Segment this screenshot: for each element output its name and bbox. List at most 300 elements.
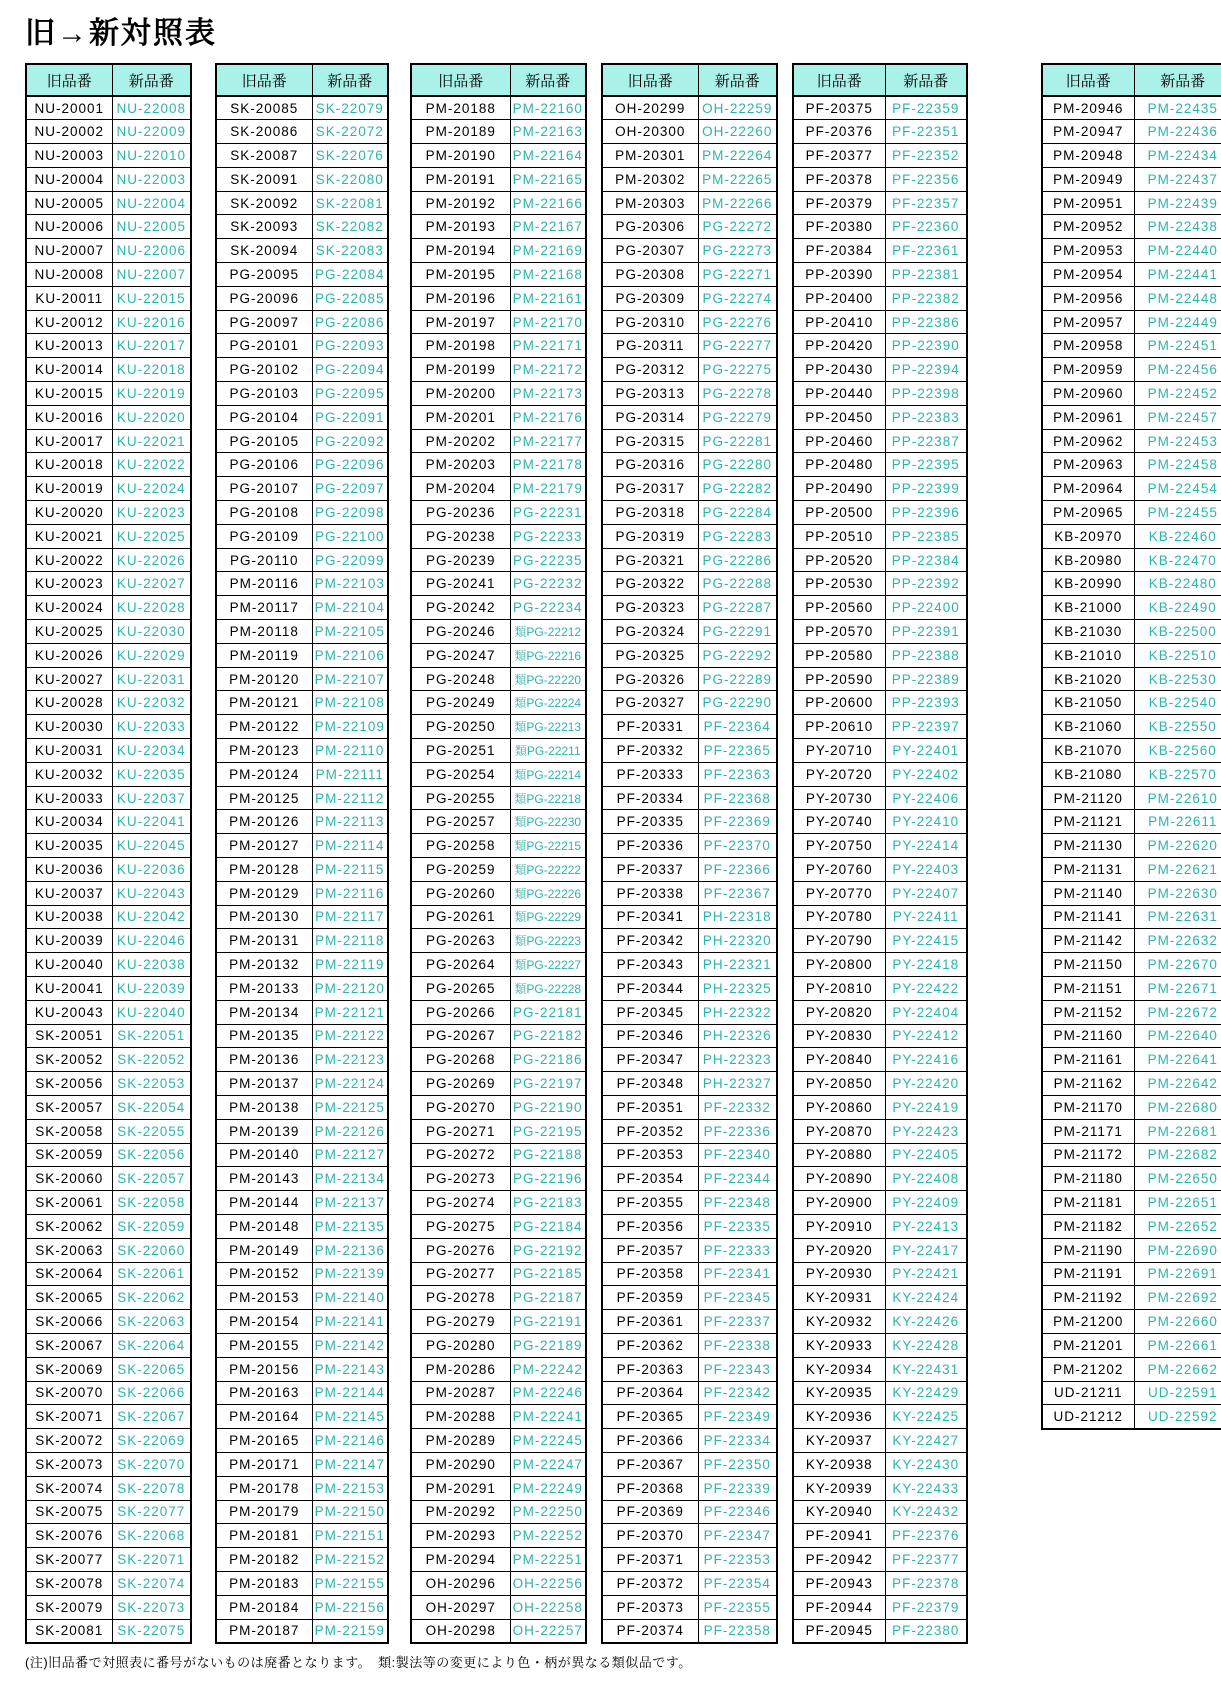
old-part-number-cell: PG-20254 — [411, 762, 510, 786]
new-part-number-cell: KU-22041 — [112, 810, 191, 834]
new-part-number-cell: SK-22067 — [112, 1405, 191, 1429]
new-part-number-cell: PM-22252 — [510, 1524, 586, 1548]
new-part-number-cell: PM-22120 — [312, 976, 388, 1000]
old-part-number-cell: KU-20011 — [26, 286, 112, 310]
new-part-number-cell: SK-22078 — [112, 1476, 191, 1500]
table-row — [411, 215, 586, 239]
table-row — [1042, 501, 1221, 525]
table-row — [216, 453, 388, 477]
old-part-number-cell: KU-20024 — [26, 596, 112, 620]
old-part-number-cell: KU-20015 — [26, 382, 112, 406]
table-row — [1042, 1286, 1221, 1310]
new-part-number-cell: PM-22112 — [312, 786, 388, 810]
new-part-number-cell: KU-22043 — [112, 881, 191, 905]
table-row — [411, 1143, 586, 1167]
new-part-number-cell: PG-22099 — [312, 548, 388, 572]
table-row — [411, 715, 586, 739]
new-part-number-cell: PF-22338 — [698, 1333, 777, 1357]
old-part-number-cell: PF-20346 — [602, 1024, 698, 1048]
old-part-number-cell: PG-20250 — [411, 715, 510, 739]
new-part-number-cell: PP-22393 — [885, 691, 967, 715]
table-row — [793, 762, 967, 786]
old-part-number-cell: PG-20322 — [602, 572, 698, 596]
old-part-number-cell: PM-20138 — [216, 1095, 312, 1119]
old-part-number-cell: PG-20327 — [602, 691, 698, 715]
new-part-number-cell: PY-22410 — [885, 810, 967, 834]
new-part-number-cell: SK-22052 — [112, 1048, 191, 1072]
old-part-number-cell: PP-20600 — [793, 691, 885, 715]
table-row — [1042, 477, 1221, 501]
new-part-number-cell: PM-22140 — [312, 1286, 388, 1310]
new-part-number-cell: PM-22456 — [1134, 358, 1221, 382]
new-part-number-cell: PM-22109 — [312, 715, 388, 739]
new-part-number-cell: PG-22197 — [510, 1072, 586, 1096]
old-part-number-cell: KB-21080 — [1042, 762, 1134, 786]
old-part-number-cell: SK-20072 — [26, 1429, 112, 1453]
old-part-number-cell: SK-20060 — [26, 1167, 112, 1191]
old-part-number-cell: PF-20364 — [602, 1381, 698, 1405]
table-row — [793, 572, 967, 596]
old-part-number-cell: PM-20183 — [216, 1571, 312, 1595]
new-part-number-cell: PM-22117 — [312, 905, 388, 929]
new-part-number-cell: PP-22395 — [885, 453, 967, 477]
table-row — [411, 810, 586, 834]
new-part-number-cell: PP-22384 — [885, 548, 967, 572]
old-part-number-cell: PF-20341 — [602, 905, 698, 929]
new-part-number-cell: PM-22241 — [510, 1405, 586, 1429]
table-row — [216, 1286, 388, 1310]
new-part-number-cell: PM-22178 — [510, 453, 586, 477]
old-part-number-cell: PF-20376 — [793, 120, 885, 144]
table-row — [216, 1095, 388, 1119]
table-row — [793, 524, 967, 548]
new-part-number-cell: PF-22335 — [698, 1214, 777, 1238]
old-part-number-cell: PF-20357 — [602, 1238, 698, 1262]
new-part-number-cell: SK-22060 — [112, 1238, 191, 1262]
old-part-number-cell: SK-20078 — [26, 1571, 112, 1595]
table-row — [602, 786, 777, 810]
new-part-number-cell: PM-22135 — [312, 1214, 388, 1238]
table-row — [1042, 548, 1221, 572]
table-row — [602, 929, 777, 953]
new-part-number-cell: PP-22383 — [885, 405, 967, 429]
old-part-number-cell: SK-20059 — [26, 1143, 112, 1167]
table-row — [26, 429, 191, 453]
new-part-number-cell: PF-22337 — [698, 1310, 777, 1334]
new-part-number-cell: 類PG-22211 — [510, 739, 586, 763]
new-part-number-cell: PM-22640 — [1134, 1024, 1221, 1048]
new-part-number-cell: PF-22365 — [698, 739, 777, 763]
new-part-number-cell: NU-22004 — [112, 191, 191, 215]
new-part-number-cell: SK-22064 — [112, 1333, 191, 1357]
old-part-number-cell: PG-20260 — [411, 881, 510, 905]
table-row — [216, 691, 388, 715]
old-part-number-cell: PM-21151 — [1042, 976, 1134, 1000]
new-part-number-cell: KU-22031 — [112, 667, 191, 691]
old-part-number-cell: PM-20119 — [216, 643, 312, 667]
new-part-number-cell: SK-22079 — [312, 96, 388, 120]
table-row — [411, 1262, 586, 1286]
old-part-number-cell: PG-20315 — [602, 429, 698, 453]
old-part-number-cell: SK-20063 — [26, 1238, 112, 1262]
old-part-number-cell: PM-20960 — [1042, 382, 1134, 406]
table-row — [1042, 1357, 1221, 1381]
old-part-number-cell: PG-20268 — [411, 1048, 510, 1072]
table-row — [216, 810, 388, 834]
old-part-number-cell: KY-20931 — [793, 1286, 885, 1310]
new-part-number-cell: PM-22139 — [312, 1262, 388, 1286]
new-part-number-cell: 類PG-22222 — [510, 858, 586, 882]
table-row — [793, 1429, 967, 1453]
new-part-number-cell: PF-22348 — [698, 1191, 777, 1215]
new-part-number-cell: PM-22682 — [1134, 1143, 1221, 1167]
old-part-number-cell: PM-20178 — [216, 1476, 312, 1500]
old-part-number-cell: NU-20007 — [26, 239, 112, 263]
new-part-number-cell: PM-22245 — [510, 1429, 586, 1453]
table-row — [793, 191, 967, 215]
table-row — [26, 953, 191, 977]
old-part-number-cell: OH-20300 — [602, 120, 698, 144]
old-part-number-cell: SK-20086 — [216, 120, 312, 144]
table-row — [26, 1595, 191, 1619]
old-part-number-cell: PG-20106 — [216, 453, 312, 477]
table-row — [411, 1381, 586, 1405]
new-part-number-cell: PP-22388 — [885, 643, 967, 667]
new-part-number-cell: PF-22351 — [885, 120, 967, 144]
new-part-number-cell: OH-22258 — [510, 1595, 586, 1619]
new-part-number-cell: PY-22409 — [885, 1191, 967, 1215]
table-row — [26, 596, 191, 620]
new-part-number-cell: PG-22192 — [510, 1238, 586, 1262]
old-part-number-cell: SK-20057 — [26, 1095, 112, 1119]
old-part-number-cell: PM-20195 — [411, 263, 510, 287]
table-row — [411, 1619, 586, 1643]
table-row — [1042, 310, 1221, 334]
table-row — [26, 1191, 191, 1215]
old-part-number-cell: PG-20279 — [411, 1310, 510, 1334]
old-part-number-cell: PM-20134 — [216, 1000, 312, 1024]
old-part-number-cell: PM-20171 — [216, 1452, 312, 1476]
table-row — [1042, 976, 1221, 1000]
new-part-number-cell: PM-22441 — [1134, 263, 1221, 287]
old-part-number-cell: PM-20143 — [216, 1167, 312, 1191]
old-part-number-cell: PM-21181 — [1042, 1191, 1134, 1215]
table-row — [26, 1452, 191, 1476]
table-row — [216, 1429, 388, 1453]
new-part-number-cell: PM-22107 — [312, 667, 388, 691]
new-part-number-cell: KB-22560 — [1134, 739, 1221, 763]
old-part-number-cell: PM-20184 — [216, 1595, 312, 1619]
conversion-table-2 — [215, 63, 389, 1644]
new-part-number-cell: 類PG-22229 — [510, 905, 586, 929]
old-part-number-cell: PM-20963 — [1042, 453, 1134, 477]
new-part-number-cell: PM-22438 — [1134, 215, 1221, 239]
table-row — [216, 739, 388, 763]
new-part-number-cell: PP-22385 — [885, 524, 967, 548]
old-part-number-cell: PP-20510 — [793, 524, 885, 548]
old-part-number-cell: KU-20041 — [26, 976, 112, 1000]
table-row — [602, 1000, 777, 1024]
old-part-number-cell: PF-20373 — [602, 1595, 698, 1619]
table-row — [602, 1262, 777, 1286]
new-part-number-cell: PP-22394 — [885, 358, 967, 382]
old-part-number-cell: PY-20820 — [793, 1000, 885, 1024]
table-row — [26, 1238, 191, 1262]
old-part-number-cell: KU-20012 — [26, 310, 112, 334]
old-part-number-cell: PM-20947 — [1042, 120, 1134, 144]
old-part-number-cell: PM-20948 — [1042, 144, 1134, 168]
new-part-number-cell: PM-22250 — [510, 1500, 586, 1524]
old-part-number-cell: PM-21182 — [1042, 1214, 1134, 1238]
old-part-number-cell: PM-20198 — [411, 334, 510, 358]
new-part-number-cell: 類PG-22230 — [510, 810, 586, 834]
old-part-number-cell: OH-20299 — [602, 96, 698, 120]
old-part-number-cell: PM-21142 — [1042, 929, 1134, 953]
new-part-number-cell: PF-22368 — [698, 786, 777, 810]
table-row — [26, 548, 191, 572]
new-part-number-cell: SK-22059 — [112, 1214, 191, 1238]
table-row — [602, 167, 777, 191]
table-row — [793, 643, 967, 667]
table-row — [216, 1476, 388, 1500]
new-part-number-cell: PF-22360 — [885, 215, 967, 239]
old-part-number-cell: PM-20116 — [216, 572, 312, 596]
new-part-number-cell: PF-22332 — [698, 1095, 777, 1119]
page-title: 旧→新対照表 — [25, 17, 217, 50]
new-part-number-cell: PM-22126 — [312, 1119, 388, 1143]
table-row — [26, 667, 191, 691]
new-part-number-cell: PM-22651 — [1134, 1191, 1221, 1215]
table-row — [793, 739, 967, 763]
new-part-number-cell: KB-22530 — [1134, 667, 1221, 691]
new-part-number-cell: KY-22427 — [885, 1429, 967, 1453]
table-row — [216, 953, 388, 977]
old-part-number-cell: PM-21141 — [1042, 905, 1134, 929]
table-row — [793, 929, 967, 953]
new-part-number-cell: KU-22045 — [112, 834, 191, 858]
table-row — [793, 786, 967, 810]
table-row — [216, 358, 388, 382]
old-part-number-cell: KY-20933 — [793, 1333, 885, 1357]
old-part-number-cell: PM-20124 — [216, 762, 312, 786]
table-row — [26, 1143, 191, 1167]
table-row — [216, 1262, 388, 1286]
table-row — [411, 1048, 586, 1072]
new-part-number-cell: PM-22452 — [1134, 382, 1221, 406]
table-row — [1042, 929, 1221, 953]
old-part-number-cell: PG-20249 — [411, 691, 510, 715]
new-part-number-cell: PP-22392 — [885, 572, 967, 596]
table-row — [216, 96, 388, 120]
table-row — [1042, 715, 1221, 739]
new-part-number-cell: PG-22273 — [698, 239, 777, 263]
table-row — [602, 548, 777, 572]
new-part-number-cell: PM-22156 — [312, 1595, 388, 1619]
table-row — [793, 667, 967, 691]
new-part-number-cell: PM-22110 — [312, 739, 388, 763]
new-part-number-cell: PG-22275 — [698, 358, 777, 382]
old-part-number-cell: PY-20900 — [793, 1191, 885, 1215]
new-part-number-cell: KU-22037 — [112, 786, 191, 810]
new-part-number-cell: PM-22437 — [1134, 167, 1221, 191]
table-row — [26, 572, 191, 596]
table-row — [216, 929, 388, 953]
old-part-number-cell: PM-20163 — [216, 1381, 312, 1405]
table-row — [602, 1381, 777, 1405]
new-part-number-cell: SK-22068 — [112, 1524, 191, 1548]
table-row — [1042, 691, 1221, 715]
new-part-number-cell: PG-22182 — [510, 1024, 586, 1048]
table-row — [1042, 1095, 1221, 1119]
table-row — [602, 620, 777, 644]
old-part-number-cell: PM-20193 — [411, 215, 510, 239]
new-part-number-cell: PM-22111 — [312, 762, 388, 786]
new-part-number-cell: PG-22094 — [312, 358, 388, 382]
new-part-number-cell: PM-22160 — [510, 96, 586, 120]
new-part-number-cell: PM-22169 — [510, 239, 586, 263]
new-part-number-cell: PM-22122 — [312, 1024, 388, 1048]
new-part-number-cell: PG-22283 — [698, 524, 777, 548]
table-row — [1042, 1119, 1221, 1143]
table-row — [411, 1286, 586, 1310]
new-part-number-cell: KU-22042 — [112, 905, 191, 929]
old-part-number-cell: PM-20137 — [216, 1072, 312, 1096]
new-part-number-cell: KB-22490 — [1134, 596, 1221, 620]
table-row — [411, 1476, 586, 1500]
old-part-number-cell: PG-20310 — [602, 310, 698, 334]
old-part-number-cell: PF-20358 — [602, 1262, 698, 1286]
old-part-number-cell: PM-20182 — [216, 1548, 312, 1572]
table-row — [793, 1500, 967, 1524]
table-row — [793, 1548, 967, 1572]
old-part-number-cell: PG-20309 — [602, 286, 698, 310]
old-part-number-cell: PF-20944 — [793, 1595, 885, 1619]
new-part-number-cell: KB-22550 — [1134, 715, 1221, 739]
new-part-number-cell: PG-22091 — [312, 405, 388, 429]
old-part-number-header: 旧品番 — [602, 64, 698, 96]
table-row — [216, 1000, 388, 1024]
table-row — [602, 596, 777, 620]
table-row — [602, 1024, 777, 1048]
old-part-number-cell: PF-20348 — [602, 1072, 698, 1096]
old-part-number-cell: KU-20016 — [26, 405, 112, 429]
table-row — [411, 572, 586, 596]
new-part-number-cell: PM-22611 — [1134, 810, 1221, 834]
new-part-number-cell: PF-22359 — [885, 96, 967, 120]
new-part-number-cell: PF-22361 — [885, 239, 967, 263]
table-row — [216, 905, 388, 929]
table-row — [1042, 1262, 1221, 1286]
old-part-number-cell: PM-20290 — [411, 1452, 510, 1476]
new-part-number-cell: 類PG-22224 — [510, 691, 586, 715]
new-part-number-cell: SK-22054 — [112, 1095, 191, 1119]
new-part-number-cell: PP-22397 — [885, 715, 967, 739]
new-part-number-cell: PM-22265 — [698, 167, 777, 191]
new-part-number-cell: PM-22457 — [1134, 405, 1221, 429]
new-part-number-cell: SK-22053 — [112, 1072, 191, 1096]
table-row — [793, 382, 967, 406]
old-part-number-cell: KB-21060 — [1042, 715, 1134, 739]
table-row — [411, 548, 586, 572]
old-part-number-cell: PG-20238 — [411, 524, 510, 548]
new-part-number-cell: PM-22453 — [1134, 429, 1221, 453]
old-part-number-cell: PM-20133 — [216, 976, 312, 1000]
old-part-number-cell: PG-20103 — [216, 382, 312, 406]
old-part-number-cell: PM-20959 — [1042, 358, 1134, 382]
old-part-number-cell: NU-20006 — [26, 215, 112, 239]
old-part-number-cell: PF-20352 — [602, 1119, 698, 1143]
old-part-number-cell: PG-20270 — [411, 1095, 510, 1119]
table-row — [793, 1333, 967, 1357]
table-row — [793, 953, 967, 977]
old-part-number-cell: PF-20334 — [602, 786, 698, 810]
table-row — [26, 976, 191, 1000]
table-row — [26, 191, 191, 215]
new-part-number-cell: KB-22470 — [1134, 548, 1221, 572]
old-part-number-cell: NU-20008 — [26, 263, 112, 287]
table-row — [793, 1405, 967, 1429]
old-part-number-cell: PF-20367 — [602, 1452, 698, 1476]
old-part-number-header: 旧品番 — [1042, 64, 1134, 96]
new-part-number-cell: PM-22105 — [312, 620, 388, 644]
table-row — [26, 1333, 191, 1357]
old-part-number-cell: PF-20343 — [602, 953, 698, 977]
old-part-number-cell: PM-20156 — [216, 1357, 312, 1381]
old-part-number-cell: SK-20094 — [216, 239, 312, 263]
new-part-number-cell: PG-22185 — [510, 1262, 586, 1286]
new-part-number-cell: PG-22284 — [698, 501, 777, 525]
old-part-number-cell: KU-20031 — [26, 739, 112, 763]
table-row — [793, 620, 967, 644]
old-part-number-cell: KY-20934 — [793, 1357, 885, 1381]
old-part-number-cell: PG-20308 — [602, 263, 698, 287]
old-part-number-cell: PF-20374 — [602, 1619, 698, 1643]
table-row — [216, 429, 388, 453]
old-part-number-cell: PM-20135 — [216, 1024, 312, 1048]
old-part-number-cell: PF-20365 — [602, 1405, 698, 1429]
table-row — [26, 1548, 191, 1572]
new-part-number-cell: PF-22350 — [698, 1452, 777, 1476]
new-part-number-cell: 類PG-22212 — [510, 620, 586, 644]
table-row — [1042, 881, 1221, 905]
old-part-number-cell: PM-20165 — [216, 1429, 312, 1453]
table-row — [793, 715, 967, 739]
new-part-number-cell: PM-22127 — [312, 1143, 388, 1167]
old-part-number-cell: SK-20070 — [26, 1381, 112, 1405]
new-part-number-cell: PY-22412 — [885, 1024, 967, 1048]
new-part-number-cell: PF-22356 — [885, 167, 967, 191]
new-part-number-cell: PM-22170 — [510, 310, 586, 334]
new-part-number-cell: PM-22448 — [1134, 286, 1221, 310]
table-row — [1042, 167, 1221, 191]
old-part-number-cell: KB-21030 — [1042, 620, 1134, 644]
old-part-number-cell: NU-20004 — [26, 167, 112, 191]
new-part-number-cell: KU-22022 — [112, 453, 191, 477]
table-row — [216, 477, 388, 501]
old-part-number-cell: PM-20121 — [216, 691, 312, 715]
new-part-number-cell: NU-22008 — [112, 96, 191, 120]
old-part-number-cell: PP-20530 — [793, 572, 885, 596]
table-row — [216, 286, 388, 310]
old-part-number-cell: PM-21150 — [1042, 953, 1134, 977]
table-row — [411, 976, 586, 1000]
table-row — [793, 1143, 967, 1167]
table-row — [602, 1500, 777, 1524]
new-part-number-cell: PY-22418 — [885, 953, 967, 977]
table-row — [1042, 453, 1221, 477]
table-row — [216, 548, 388, 572]
new-part-number-cell: PM-22150 — [312, 1500, 388, 1524]
